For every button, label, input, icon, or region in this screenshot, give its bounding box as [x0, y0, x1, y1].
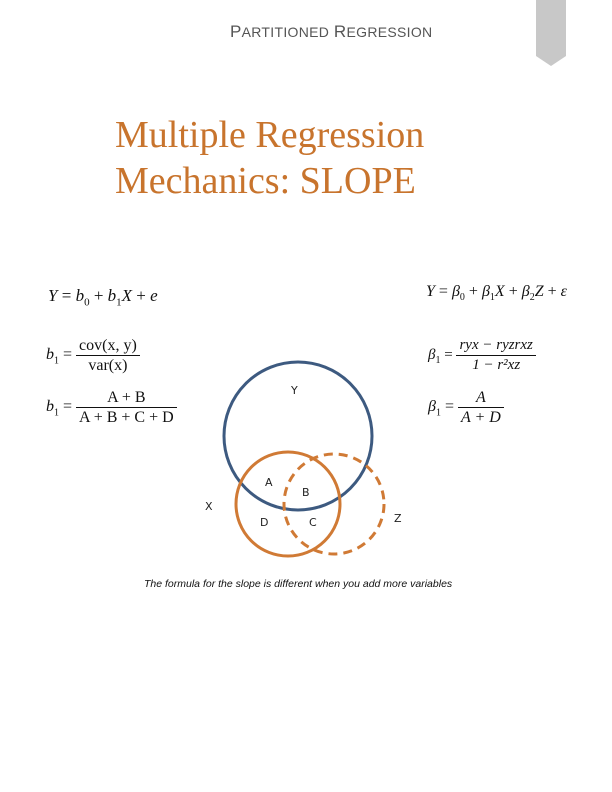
beta1-area-numerator: A	[458, 388, 504, 408]
slide-title-line-2: Mechanics: SLOPE	[115, 160, 416, 202]
label-b: B	[302, 486, 310, 499]
label-c: C	[309, 516, 317, 529]
b1-cov-numerator: cov(x, y)	[76, 336, 140, 356]
b1-cov-denominator: var(x)	[88, 357, 128, 374]
equation-beta1-correlation: $\beta_1$ = $\frac{\text{ryx − ryzrxz}}{\text{1 − r²xz}}$	[428, 336, 536, 375]
label-a: A	[265, 476, 273, 489]
label-z: Z	[394, 512, 402, 525]
label-y: Y	[291, 384, 298, 397]
circle-z	[284, 454, 384, 554]
label-x: X	[205, 500, 213, 513]
equation-multiple-model: $Y = \beta_0 + \beta_1X + \beta_2Z + \varepsilon$	[426, 283, 567, 304]
equation-beta1-areas: $\beta_1$ = $\frac{A}{A + D}$	[428, 388, 504, 427]
slide-title-line-1: Multiple Regression	[115, 114, 425, 156]
header-rest-1: ARTITIONED	[241, 24, 330, 40]
header-initial-p: P	[230, 22, 242, 41]
beta1-area-denominator: A + D	[461, 409, 501, 426]
equation-b1-areas: $b_1$ = $\frac{A + B}{A + B + C + D}$	[46, 388, 177, 427]
beta1-corr-denominator: 1 − r²xz	[472, 357, 521, 373]
b1-area-denominator: A + B + C + D	[79, 409, 174, 426]
equation-simple-model: $Y = b_0 + b_1X + e$	[48, 286, 158, 309]
circle-y	[224, 362, 372, 510]
header-rest-2: EGRESSION	[346, 24, 433, 40]
b1-area-numerator: A + B	[76, 388, 177, 408]
beta1-corr-numerator: ryx − ryzrxz	[456, 336, 535, 356]
label-d: D	[260, 516, 269, 529]
header-initial-r: R	[333, 22, 347, 41]
caption: The formula for the slope is different when you add more variables	[144, 578, 453, 590]
equation-b1-covariance: $b_1$ = $\frac{\text{cov(x, y)}}{\text{var(x)}}$	[46, 336, 140, 375]
